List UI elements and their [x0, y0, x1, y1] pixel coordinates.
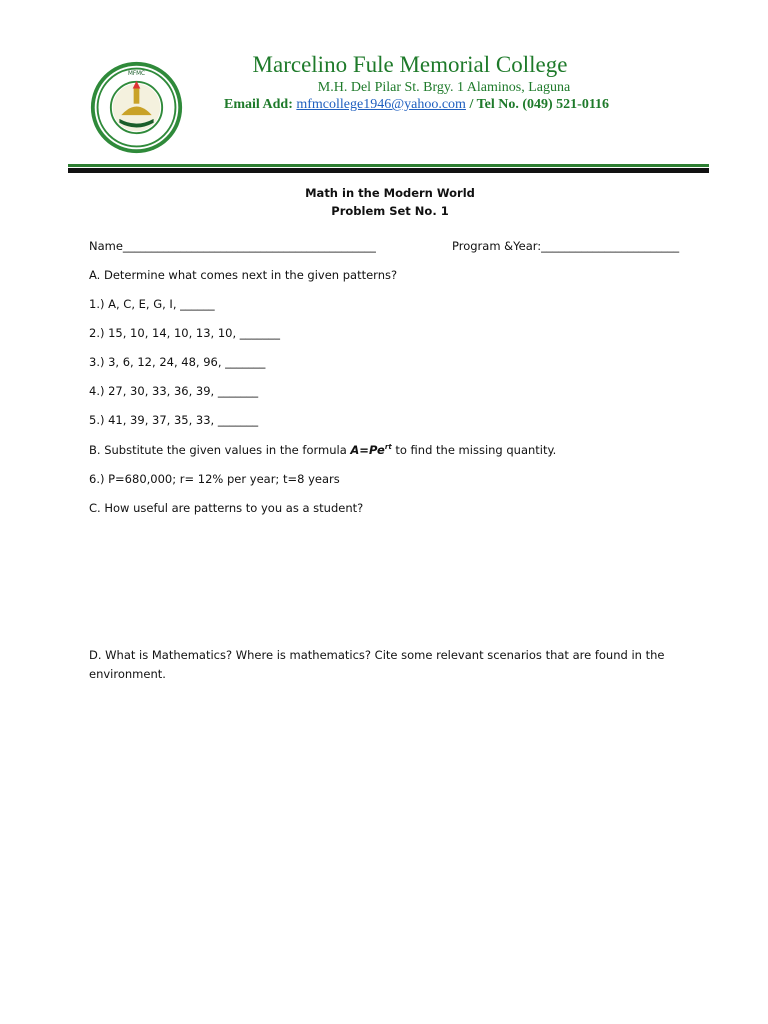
formula-base: A=Pe: [350, 443, 385, 457]
subject-title: Math in the Modern World: [305, 186, 475, 200]
college-address: M.H. Del Pilar St. Brgy. 1 Alaminos, Laguna: [317, 80, 571, 95]
section-c-heading: C. How useful are patterns to you as a student?: [89, 501, 364, 515]
section-b-heading: [89, 443, 556, 457]
email-link[interactable]: mfmcollege1946@yahoo.com: [296, 97, 466, 112]
question-6: 6.) P=680,000; r= 12% per year; t=8 years: [89, 472, 340, 486]
tel-number: / Tel No. (049) 521-0116: [465, 97, 610, 112]
svg-text:MFMC: MFMC: [127, 71, 146, 78]
section-d-heading: D. What is Mathematics? Where is mathematics? Cite some relevant scenarios that are found in the environment.: [89, 648, 665, 681]
email-label: Email Add:: [224, 97, 293, 112]
section-b-text-end: to find the missing quantity.: [391, 443, 557, 457]
formula-exponent: rt: [384, 443, 392, 452]
header-rule-black: [68, 168, 709, 173]
question-4: 4.) 27, 30, 33, 36, 39, _______: [89, 384, 259, 398]
contact-line: [224, 97, 609, 113]
question-1: 1.) A, C, E, G, I, ______: [89, 297, 215, 311]
question-3: 3.) 3, 6, 12, 24, 48, 96, _______: [89, 355, 266, 369]
section-b-text-start: B. Substitute the given values in the formula: [89, 443, 351, 457]
name-field[interactable]: Name____________________________________________: [89, 239, 376, 253]
question-2: 2.) 15, 10, 14, 10, 13, 10, _______: [89, 326, 281, 340]
program-year-field[interactable]: Program &Year:________________________: [452, 239, 680, 253]
compound-interest-formula: [350, 443, 391, 457]
header-rule-green: [68, 164, 709, 167]
problem-set-title: Problem Set No. 1: [331, 204, 449, 218]
question-5: 5.) 41, 39, 37, 35, 33, _______: [89, 413, 259, 427]
section-a-heading: A. Determine what comes next in the given patterns?: [89, 268, 398, 282]
college-name: Marcelino Fule Memorial College: [252, 52, 568, 77]
